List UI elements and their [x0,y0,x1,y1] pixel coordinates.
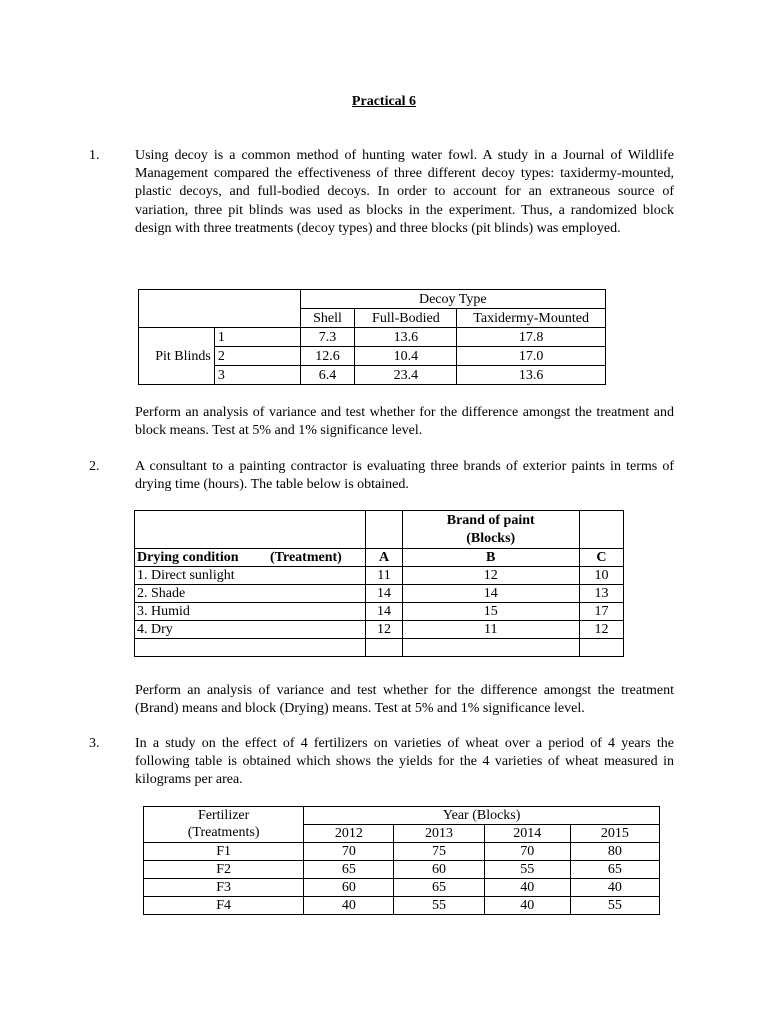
fertilizer-header-line2: (Treatments) [144,825,304,843]
table-cell: 40 [484,897,570,915]
table-cell: 14 [366,603,402,621]
table-cell: 17 [579,603,623,621]
table-cell: 17.0 [457,347,606,366]
table-cell: 80 [570,843,659,861]
brand-header [402,511,579,549]
table-cell: 7.3 [300,328,355,347]
table-cell: 6.4 [300,366,355,385]
column-header: C [579,549,623,567]
decoy-table [138,289,606,385]
row-label: 2. Shade [135,585,366,603]
brand-header-line1: Brand of paint [446,512,535,528]
table-cell: 65 [394,879,484,897]
column-header: 2014 [484,825,570,843]
column-header: 2013 [394,825,484,843]
row-label: 3. Humid [135,603,366,621]
table-corner [579,511,623,549]
table-cell: 70 [304,843,394,861]
column-header: 2015 [570,825,659,843]
column-header: Full-Bodied [355,309,457,328]
table-cell: 12 [579,621,623,639]
table-corner [366,511,402,549]
table-cell: 55 [394,897,484,915]
table-cell: 65 [304,861,394,879]
table-cell: 55 [570,897,659,915]
table-cell: 60 [394,861,484,879]
drying-condition-header [135,549,366,567]
row-label: F1 [144,843,304,861]
table-cell: 12 [366,621,402,639]
row-label: 1 [214,328,300,347]
question-2-task: Perform an analysis of variance and test whether for the difference amongst the treatment (Brand) means and block (Drying) means. Test at 5% and 1% significance level. [135,683,674,717]
table-cell: 12.6 [300,347,355,366]
decoy-type-header: Decoy Type [300,290,605,309]
column-header: Shell [300,309,355,328]
table-cell: 14 [366,585,402,603]
column-header: 2012 [304,825,394,843]
empty-cell [135,639,366,657]
table-cell: 75 [394,843,484,861]
question-2-number: 2. [89,459,100,474]
row-label: 1. Direct sunlight [135,567,366,585]
table-cell: 40 [570,879,659,897]
table-cell: 14 [402,585,579,603]
table-cell: 55 [484,861,570,879]
paint-table [134,510,624,657]
treatment-label: (Treatment) [270,549,342,565]
drying-condition-label: Drying condition [137,549,239,565]
question-2-text: A consultant to a painting contractor is evaluating three brands of exterior paints in terms of drying time (hours). The table below is obtained. [135,459,674,493]
table-cell: 15 [402,603,579,621]
table-cell: 17.8 [457,328,606,347]
column-header: A [366,549,402,567]
question-3-number: 3. [89,736,100,751]
table-cell: 13.6 [355,328,457,347]
empty-cell [366,639,402,657]
page-title: Practical 6 [351,94,417,109]
table-cell: 60 [304,879,394,897]
fertilizer-table [143,806,660,915]
table-cell: 10 [579,567,623,585]
year-blocks-header: Year (Blocks) [304,807,660,825]
row-label: F2 [144,861,304,879]
table-cell: 40 [304,897,394,915]
row-label: 3 [214,366,300,385]
table-cell: 13 [579,585,623,603]
question-1-number: 1. [89,148,100,163]
empty-cell [402,639,579,657]
question-1-text: Using decoy is a common method of hunting water fowl. A study in a Journal of Wildlife Management compared the effectiveness of three different decoy types: taxidermy-mounted, plastic decoys, and full-bodied decoys. In order to account for an extraneous source of variation, three pit blinds was used as blocks in the experiment. Thus, a randomized block design with three treatments (decoy types) and three blocks (pit blinds) was employed. [135,148,674,236]
table-cell: 40 [484,879,570,897]
table-cell: 11 [402,621,579,639]
question-3-text: In a study on the effect of 4 fertilizers on varieties of wheat over a period of 4 years the following table is obtained which shows the yields for the 4 varieties of wheat measured in kilograms per area. [135,736,674,788]
table-corner [135,511,366,549]
table-cell: 12 [402,567,579,585]
table-corner [139,290,301,309]
table-cell: 11 [366,567,402,585]
brand-header-line2: (Blocks) [466,530,516,546]
empty-cell [579,639,623,657]
question-1-task: Perform an analysis of variance and test whether for the difference amongst the treatment and block means. Test at 5% and 1% significance level. [135,405,674,439]
pit-blinds-label: Pit Blinds [139,328,215,385]
table-corner [139,309,301,328]
table-cell: 13.6 [457,366,606,385]
row-label: 4. Dry [135,621,366,639]
column-header: B [402,549,579,567]
table-cell: 70 [484,843,570,861]
table-cell: 65 [570,861,659,879]
row-label: 2 [214,347,300,366]
table-cell: 10.4 [355,347,457,366]
fertilizer-header-line1: Fertilizer [144,807,304,825]
row-label: F3 [144,879,304,897]
table-cell: 23.4 [355,366,457,385]
column-header: Taxidermy-Mounted [457,309,606,328]
row-label: F4 [144,897,304,915]
